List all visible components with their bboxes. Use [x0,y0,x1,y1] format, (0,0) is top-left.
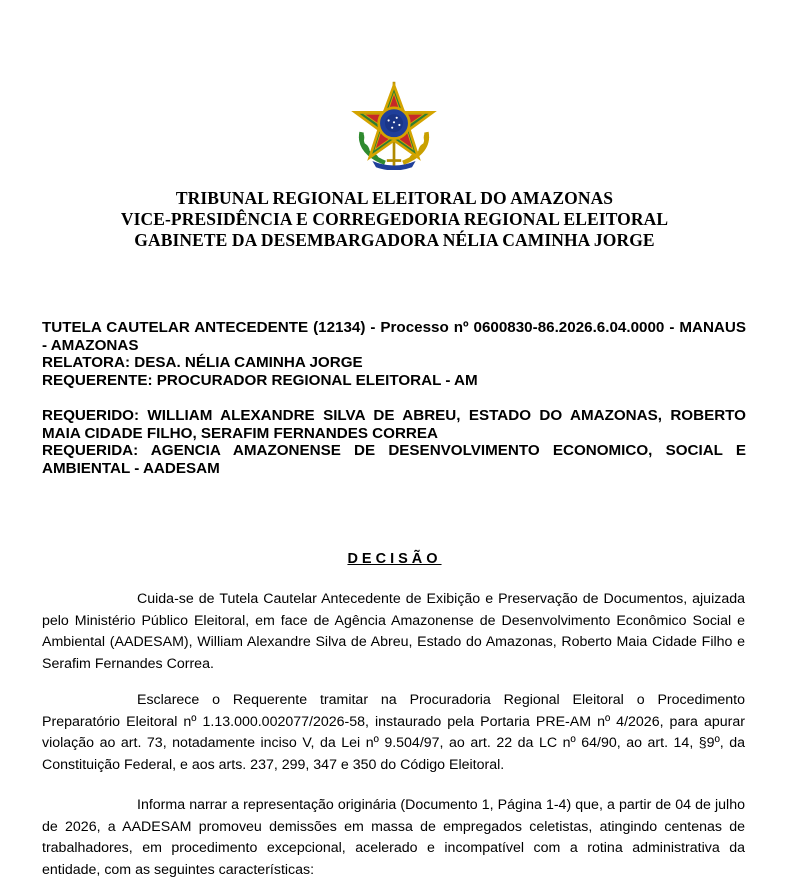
paragraph-text: Informa narrar a representação originária (Documento 1, Página 1-4) que, a partir de 04 de julho de 2026, a AADESAM promoveu demissões em massa de empregados celetistas, atingindo centenas de trabalhadores, em procedimento excepcional, acelerado e incompatível com a rotina administrativa da entidade, com as seguintes características: [42,797,745,878]
paragraph-text: Cuida-se de Tutela Cautelar Antecedente de Exibição e Preservação de Documentos, ajuizada pelo Ministério Público Eleitoral, em face de Agência Amazonense de Desenvolvimento Econômico Social e Ambiental (AADESAM), William Alexandre Silva de Abreu, Estado do Amazonas, Roberto Maia Cidade Filho e Serafim Fernandes Correa. [42,591,745,672]
case-requerido: REQUERIDO: WILLIAM ALEXANDRE SILVA DE ABREU, ESTADO DO AMAZONAS, ROBERTO MAIA CIDADE FILHO, SERAFIM FERNANDES CORREA [42,407,746,442]
case-requerida: REQUERIDA: AGENCIA AMAZONENSE DE DESENVOLVIMENTO ECONOMICO, SOCIAL E AMBIENTAL - AADESAM [42,442,746,477]
decision-title: DECISÃO [347,551,442,567]
decision-paragraph-2 [42,690,745,776]
case-relatora: RELATORA: DESA. NÉLIA CAMINHA JORGE [42,354,363,371]
header-court-name: TRIBUNAL REGIONAL ELEITORAL DO AMAZONAS [175,188,614,208]
case-caption [42,319,746,389]
brazil-coat-of-arms-icon [349,80,439,170]
case-process-line: TUTELA CAUTELAR ANTECEDENTE (12134) - Processo nº 0600830-86.2026.6.04.0000 - MANAUS - AMAZONAS [42,319,746,354]
court-header [0,188,789,251]
case-parties [42,407,746,477]
decision-paragraph-3 [42,795,745,881]
header-vice-presidency: VICE-PRESIDÊNCIA E CORREGEDORIA REGIONAL ELEITORAL [120,209,669,229]
paragraph-text: Esclarece o Requerente tramitar na Procuradoria Regional Eleitoral o Procedimento Preparatório Eleitoral nº 1.13.000.002077/2026-58, instaurado pela Portaria PRE-AM nº 4/2026, para apurar violação ao art. 73, notadamente inciso V, da Lei nº 9.504/97, ao art. 22 da LC nº 64/90, ao art. 14, §9º, da Constituição Federal, e aos arts. 237, 299, 347 e 350 do Código Eleitoral. [42,692,745,773]
decision-paragraph-1 [42,589,745,675]
header-office: GABINETE DA DESEMBARGADORA NÉLIA CAMINHA JORGE [134,230,655,250]
case-requerente: REQUERENTE: PROCURADOR REGIONAL ELEITORAL - AM [42,371,478,389]
